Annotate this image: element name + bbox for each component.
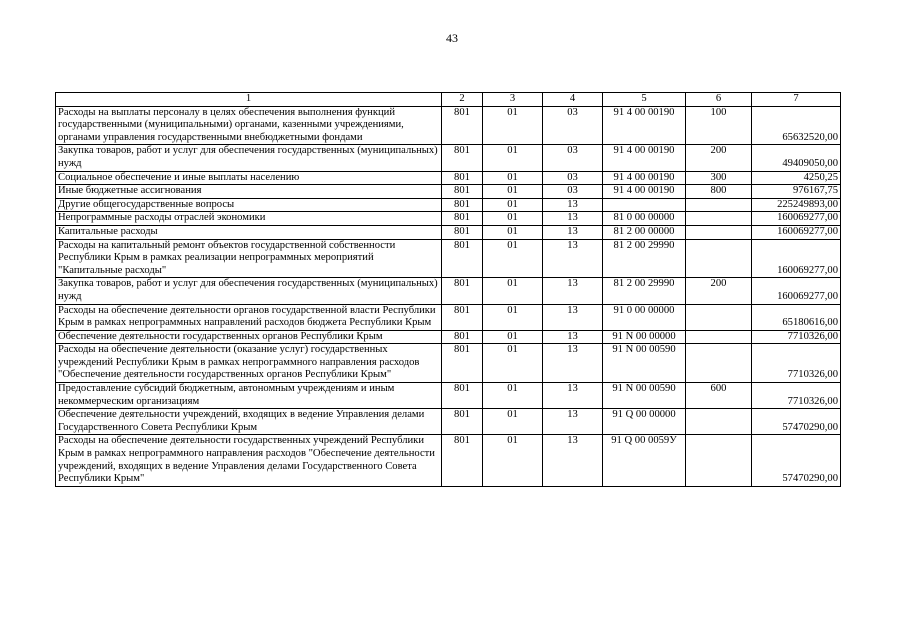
expense-type-cell bbox=[686, 304, 752, 330]
expense-type-cell: 800 bbox=[686, 185, 752, 199]
expense-type-cell: 200 bbox=[686, 145, 752, 171]
expense-type-cell bbox=[686, 330, 752, 344]
ministry-code-cell: 801 bbox=[442, 409, 483, 435]
amount-cell: 49409050,00 bbox=[752, 145, 841, 171]
expense-type-cell bbox=[686, 409, 752, 435]
subsection-cell: 03 bbox=[543, 106, 603, 145]
table-row bbox=[56, 383, 841, 409]
subsection-cell: 13 bbox=[543, 435, 603, 486]
section-cell: 01 bbox=[483, 225, 543, 239]
ministry-code-cell: 801 bbox=[442, 383, 483, 409]
amount-cell: 160069277,00 bbox=[752, 225, 841, 239]
ministry-code-cell: 801 bbox=[442, 278, 483, 304]
description-cell: Социальное обеспечение и иные выплаты населению bbox=[56, 171, 442, 185]
header-cell-3: 3 bbox=[483, 93, 543, 107]
table-row bbox=[56, 435, 841, 486]
subsection-cell: 13 bbox=[543, 212, 603, 226]
amount-cell: 57470290,00 bbox=[752, 435, 841, 486]
target-article-cell: 81 0 00 00000 bbox=[603, 212, 686, 226]
target-article-cell: 91 N 00 00590 bbox=[603, 344, 686, 383]
amount-cell: 160069277,00 bbox=[752, 212, 841, 226]
table-row bbox=[56, 145, 841, 171]
description-cell: Капитальные расходы bbox=[56, 225, 442, 239]
section-cell: 01 bbox=[483, 435, 543, 486]
subsection-cell: 13 bbox=[543, 198, 603, 212]
ministry-code-cell: 801 bbox=[442, 106, 483, 145]
description-cell: Закупка товаров, работ и услуг для обеспечения государственных (муниципальных) нужд bbox=[56, 278, 442, 304]
table-row bbox=[56, 330, 841, 344]
description-cell: Обеспечение деятельности учреждений, входящих в ведение Управления делами Государственного Совета Республики Крым bbox=[56, 409, 442, 435]
ministry-code-cell: 801 bbox=[442, 435, 483, 486]
description-cell: Другие общегосударственные вопросы bbox=[56, 198, 442, 212]
expense-type-cell: 300 bbox=[686, 171, 752, 185]
description-cell: Обеспечение деятельности государственных органов Республики Крым bbox=[56, 330, 442, 344]
amount-cell: 65632520,00 bbox=[752, 106, 841, 145]
header-cell-6: 6 bbox=[686, 93, 752, 107]
section-cell: 01 bbox=[483, 145, 543, 171]
expense-type-cell bbox=[686, 435, 752, 486]
ministry-code-cell: 801 bbox=[442, 344, 483, 383]
table-header-row bbox=[56, 93, 841, 107]
ministry-code-cell: 801 bbox=[442, 145, 483, 171]
section-cell: 01 bbox=[483, 212, 543, 226]
header-cell-4: 4 bbox=[543, 93, 603, 107]
ministry-code-cell: 801 bbox=[442, 212, 483, 226]
ministry-code-cell: 801 bbox=[442, 171, 483, 185]
expense-type-cell: 600 bbox=[686, 383, 752, 409]
table-row bbox=[56, 344, 841, 383]
target-article-cell: 81 2 00 00000 bbox=[603, 225, 686, 239]
subsection-cell: 03 bbox=[543, 171, 603, 185]
description-cell: Расходы на обеспечение деятельности государственных учреждений Республики Крым в рамках непрограммного направления расходов "Обеспечение деятельности учреждений, входящих в ведение Управления делами Государственного Совета Республики Крым" bbox=[56, 435, 442, 486]
subsection-cell: 13 bbox=[543, 330, 603, 344]
target-article-cell: 91 Q 00 00000 bbox=[603, 409, 686, 435]
table-row bbox=[56, 409, 841, 435]
expense-type-cell bbox=[686, 198, 752, 212]
header-cell-7: 7 bbox=[752, 93, 841, 107]
section-cell: 01 bbox=[483, 383, 543, 409]
expense-type-cell: 200 bbox=[686, 278, 752, 304]
ministry-code-cell: 801 bbox=[442, 198, 483, 212]
ministry-code-cell: 801 bbox=[442, 185, 483, 199]
ministry-code-cell: 801 bbox=[442, 239, 483, 278]
expense-type-cell bbox=[686, 212, 752, 226]
target-article-cell: 91 0 00 00000 bbox=[603, 304, 686, 330]
expense-type-cell bbox=[686, 344, 752, 383]
description-cell: Расходы на обеспечение деятельности (оказание услуг) государственных учреждений Республики Крым в рамках непрограммного направления расходов "Обеспечение деятельности государственных органов Республики Крым" bbox=[56, 344, 442, 383]
target-article-cell: 81 2 00 29990 bbox=[603, 239, 686, 278]
header-cell-1: 1 bbox=[56, 93, 442, 107]
description-cell: Расходы на обеспечение деятельности органов государственной власти Республики Крым в рамках непрограммных направлений расходов бюджета Республики Крым bbox=[56, 304, 442, 330]
section-cell: 01 bbox=[483, 185, 543, 199]
section-cell: 01 bbox=[483, 278, 543, 304]
table-row bbox=[56, 212, 841, 226]
expense-type-cell: 100 bbox=[686, 106, 752, 145]
subsection-cell: 03 bbox=[543, 145, 603, 171]
description-cell: Расходы на выплаты персоналу в целях обеспечения выполнения функций государственными (муниципальными) органами, казенными учреждениями, органами управления государственными внебюджетными фондами bbox=[56, 106, 442, 145]
description-cell: Непрограммные расходы отраслей экономики bbox=[56, 212, 442, 226]
subsection-cell: 13 bbox=[543, 239, 603, 278]
target-article-cell: 81 2 00 29990 bbox=[603, 278, 686, 304]
description-cell: Закупка товаров, работ и услуг для обеспечения государственных (муниципальных) нужд bbox=[56, 145, 442, 171]
target-article-cell: 91 4 00 00190 bbox=[603, 106, 686, 145]
page-number: 43 bbox=[446, 31, 458, 45]
amount-cell: 160069277,00 bbox=[752, 278, 841, 304]
table-row bbox=[56, 185, 841, 199]
amount-cell: 7710326,00 bbox=[752, 330, 841, 344]
expense-type-cell bbox=[686, 239, 752, 278]
subsection-cell: 03 bbox=[543, 185, 603, 199]
subsection-cell: 13 bbox=[543, 225, 603, 239]
ministry-code-cell: 801 bbox=[442, 304, 483, 330]
ministry-code-cell: 801 bbox=[442, 330, 483, 344]
table-row bbox=[56, 278, 841, 304]
description-cell: Иные бюджетные ассигнования bbox=[56, 185, 442, 199]
target-article-cell: 91 4 00 00190 bbox=[603, 185, 686, 199]
budget-table bbox=[55, 92, 841, 487]
subsection-cell: 13 bbox=[543, 344, 603, 383]
description-cell: Предоставление субсидий бюджетным, автономным учреждениям и иным некоммерческим организациям bbox=[56, 383, 442, 409]
amount-cell: 7710326,00 bbox=[752, 344, 841, 383]
amount-cell: 4250,25 bbox=[752, 171, 841, 185]
subsection-cell: 13 bbox=[543, 304, 603, 330]
target-article-cell bbox=[603, 198, 686, 212]
table-row bbox=[56, 106, 841, 145]
table-row bbox=[56, 304, 841, 330]
target-article-cell: 91 Q 00 0059У bbox=[603, 435, 686, 486]
amount-cell: 65180616,00 bbox=[752, 304, 841, 330]
table-row bbox=[56, 198, 841, 212]
expense-type-cell bbox=[686, 225, 752, 239]
subsection-cell: 13 bbox=[543, 409, 603, 435]
header-cell-2: 2 bbox=[442, 93, 483, 107]
description-cell: Расходы на капитальный ремонт объектов государственной собственности Республики Крым в рамках реализации непрограммных мероприятий "Капитальные расходы" bbox=[56, 239, 442, 278]
amount-cell: 57470290,00 bbox=[752, 409, 841, 435]
subsection-cell: 13 bbox=[543, 278, 603, 304]
table-row bbox=[56, 225, 841, 239]
amount-cell: 976167,75 bbox=[752, 185, 841, 199]
section-cell: 01 bbox=[483, 239, 543, 278]
target-article-cell: 91 4 00 00190 bbox=[603, 171, 686, 185]
target-article-cell: 91 N 00 00590 bbox=[603, 383, 686, 409]
section-cell: 01 bbox=[483, 330, 543, 344]
section-cell: 01 bbox=[483, 106, 543, 145]
table-row bbox=[56, 171, 841, 185]
amount-cell: 225249893,00 bbox=[752, 198, 841, 212]
header-cell-5: 5 bbox=[603, 93, 686, 107]
target-article-cell: 91 4 00 00190 bbox=[603, 145, 686, 171]
amount-cell: 160069277,00 bbox=[752, 239, 841, 278]
amount-cell: 7710326,00 bbox=[752, 383, 841, 409]
table-row bbox=[56, 239, 841, 278]
section-cell: 01 bbox=[483, 171, 543, 185]
subsection-cell: 13 bbox=[543, 383, 603, 409]
section-cell: 01 bbox=[483, 409, 543, 435]
ministry-code-cell: 801 bbox=[442, 225, 483, 239]
section-cell: 01 bbox=[483, 304, 543, 330]
section-cell: 01 bbox=[483, 198, 543, 212]
target-article-cell: 91 N 00 00000 bbox=[603, 330, 686, 344]
section-cell: 01 bbox=[483, 344, 543, 383]
